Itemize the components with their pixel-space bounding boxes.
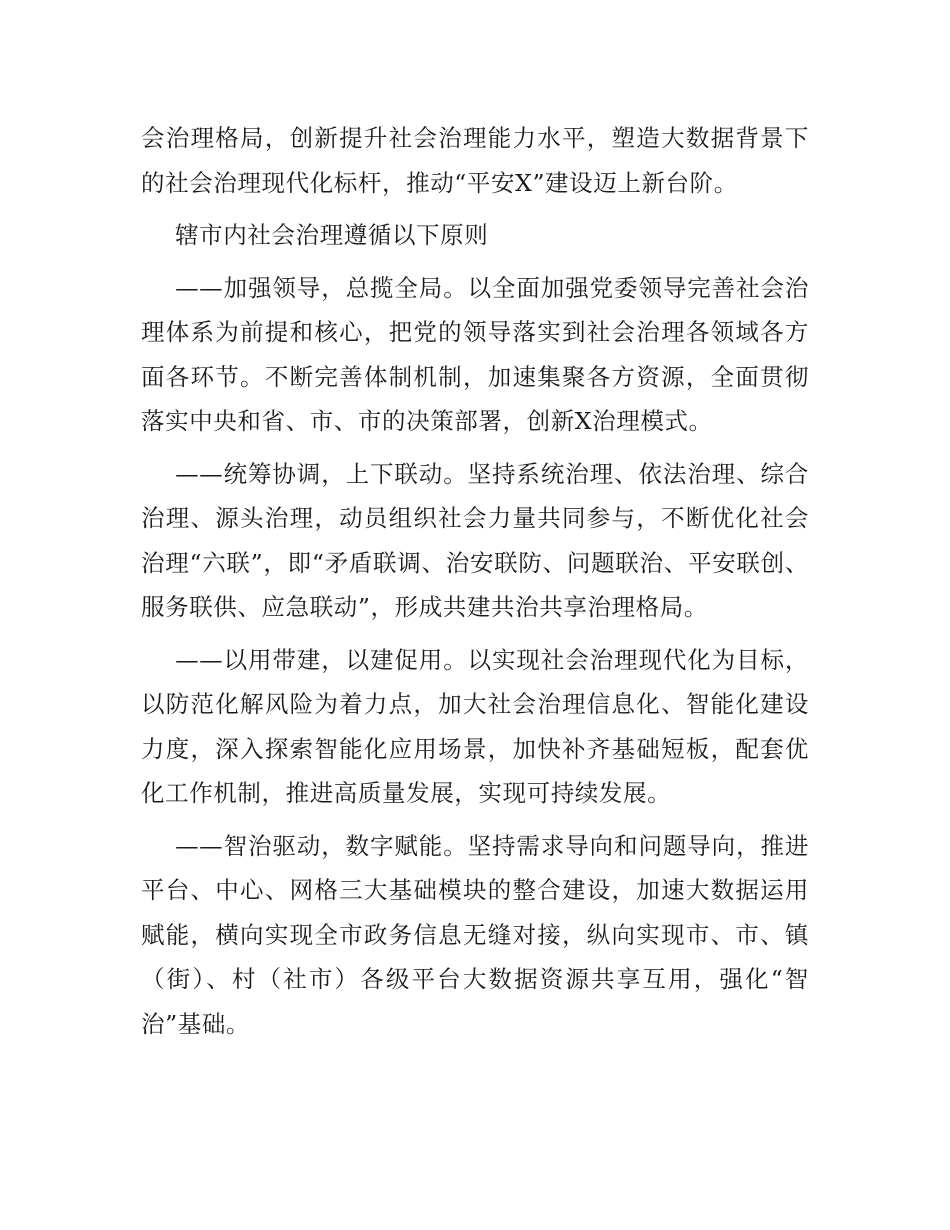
paragraph-continuation: 会治理格局，创新提升社会治理能力水平，塑造大数据背景下的社会治理现代化标杆，推动“平安X”建设迈上新台阶。 (141, 124, 809, 197)
document-body (141, 116, 809, 1054)
paragraph-principle-digital: ——智治驱动，数字赋能。坚持需求导向和问题导向，推进平台、中心、网格三大基础模块的整合建设，加速大数据运用赋能，横向实现全市政务信息无缝对接，纵向实现市、市、镇（街）、村（社市）各级平台大数据资源共享互用，强化“智治”基础。 (141, 831, 809, 1038)
paragraph-principle-application: ——以用带建，以建促用。以实现社会治理现代化为目标，以防范化解风险为着力点，加大社会治理信息化、智能化建设力度，深入探索智能化应用场景，加快补齐基础短板，配套优化工作机制，推进高质量发展，实现可持续发展。 (141, 645, 809, 807)
paragraph-principle-coordination: ——统筹协调，上下联动。坚持系统治理、依法治理、综合治理、源头治理，动员组织社会力量共同参与，不断优化社会治理“六联”，即“矛盾联调、治安联防、问题联治、平安联创、服务联供、应急联动”，形成共建共治共享治理格局。 (141, 459, 809, 621)
paragraph-principle-leadership: ——加强领导，总揽全局。以全面加强党委领导完善社会治理体系为前提和核心，把党的领导落实到社会治理各领域各方面各环节。不断完善体制机制，加速集聚各方资源，全面贯彻落实中央和省、市、市的决策部署，创新X治理模式。 (141, 273, 809, 435)
paragraph-principles-intro: 辖市内社会治理遵循以下原则 (175, 221, 489, 249)
